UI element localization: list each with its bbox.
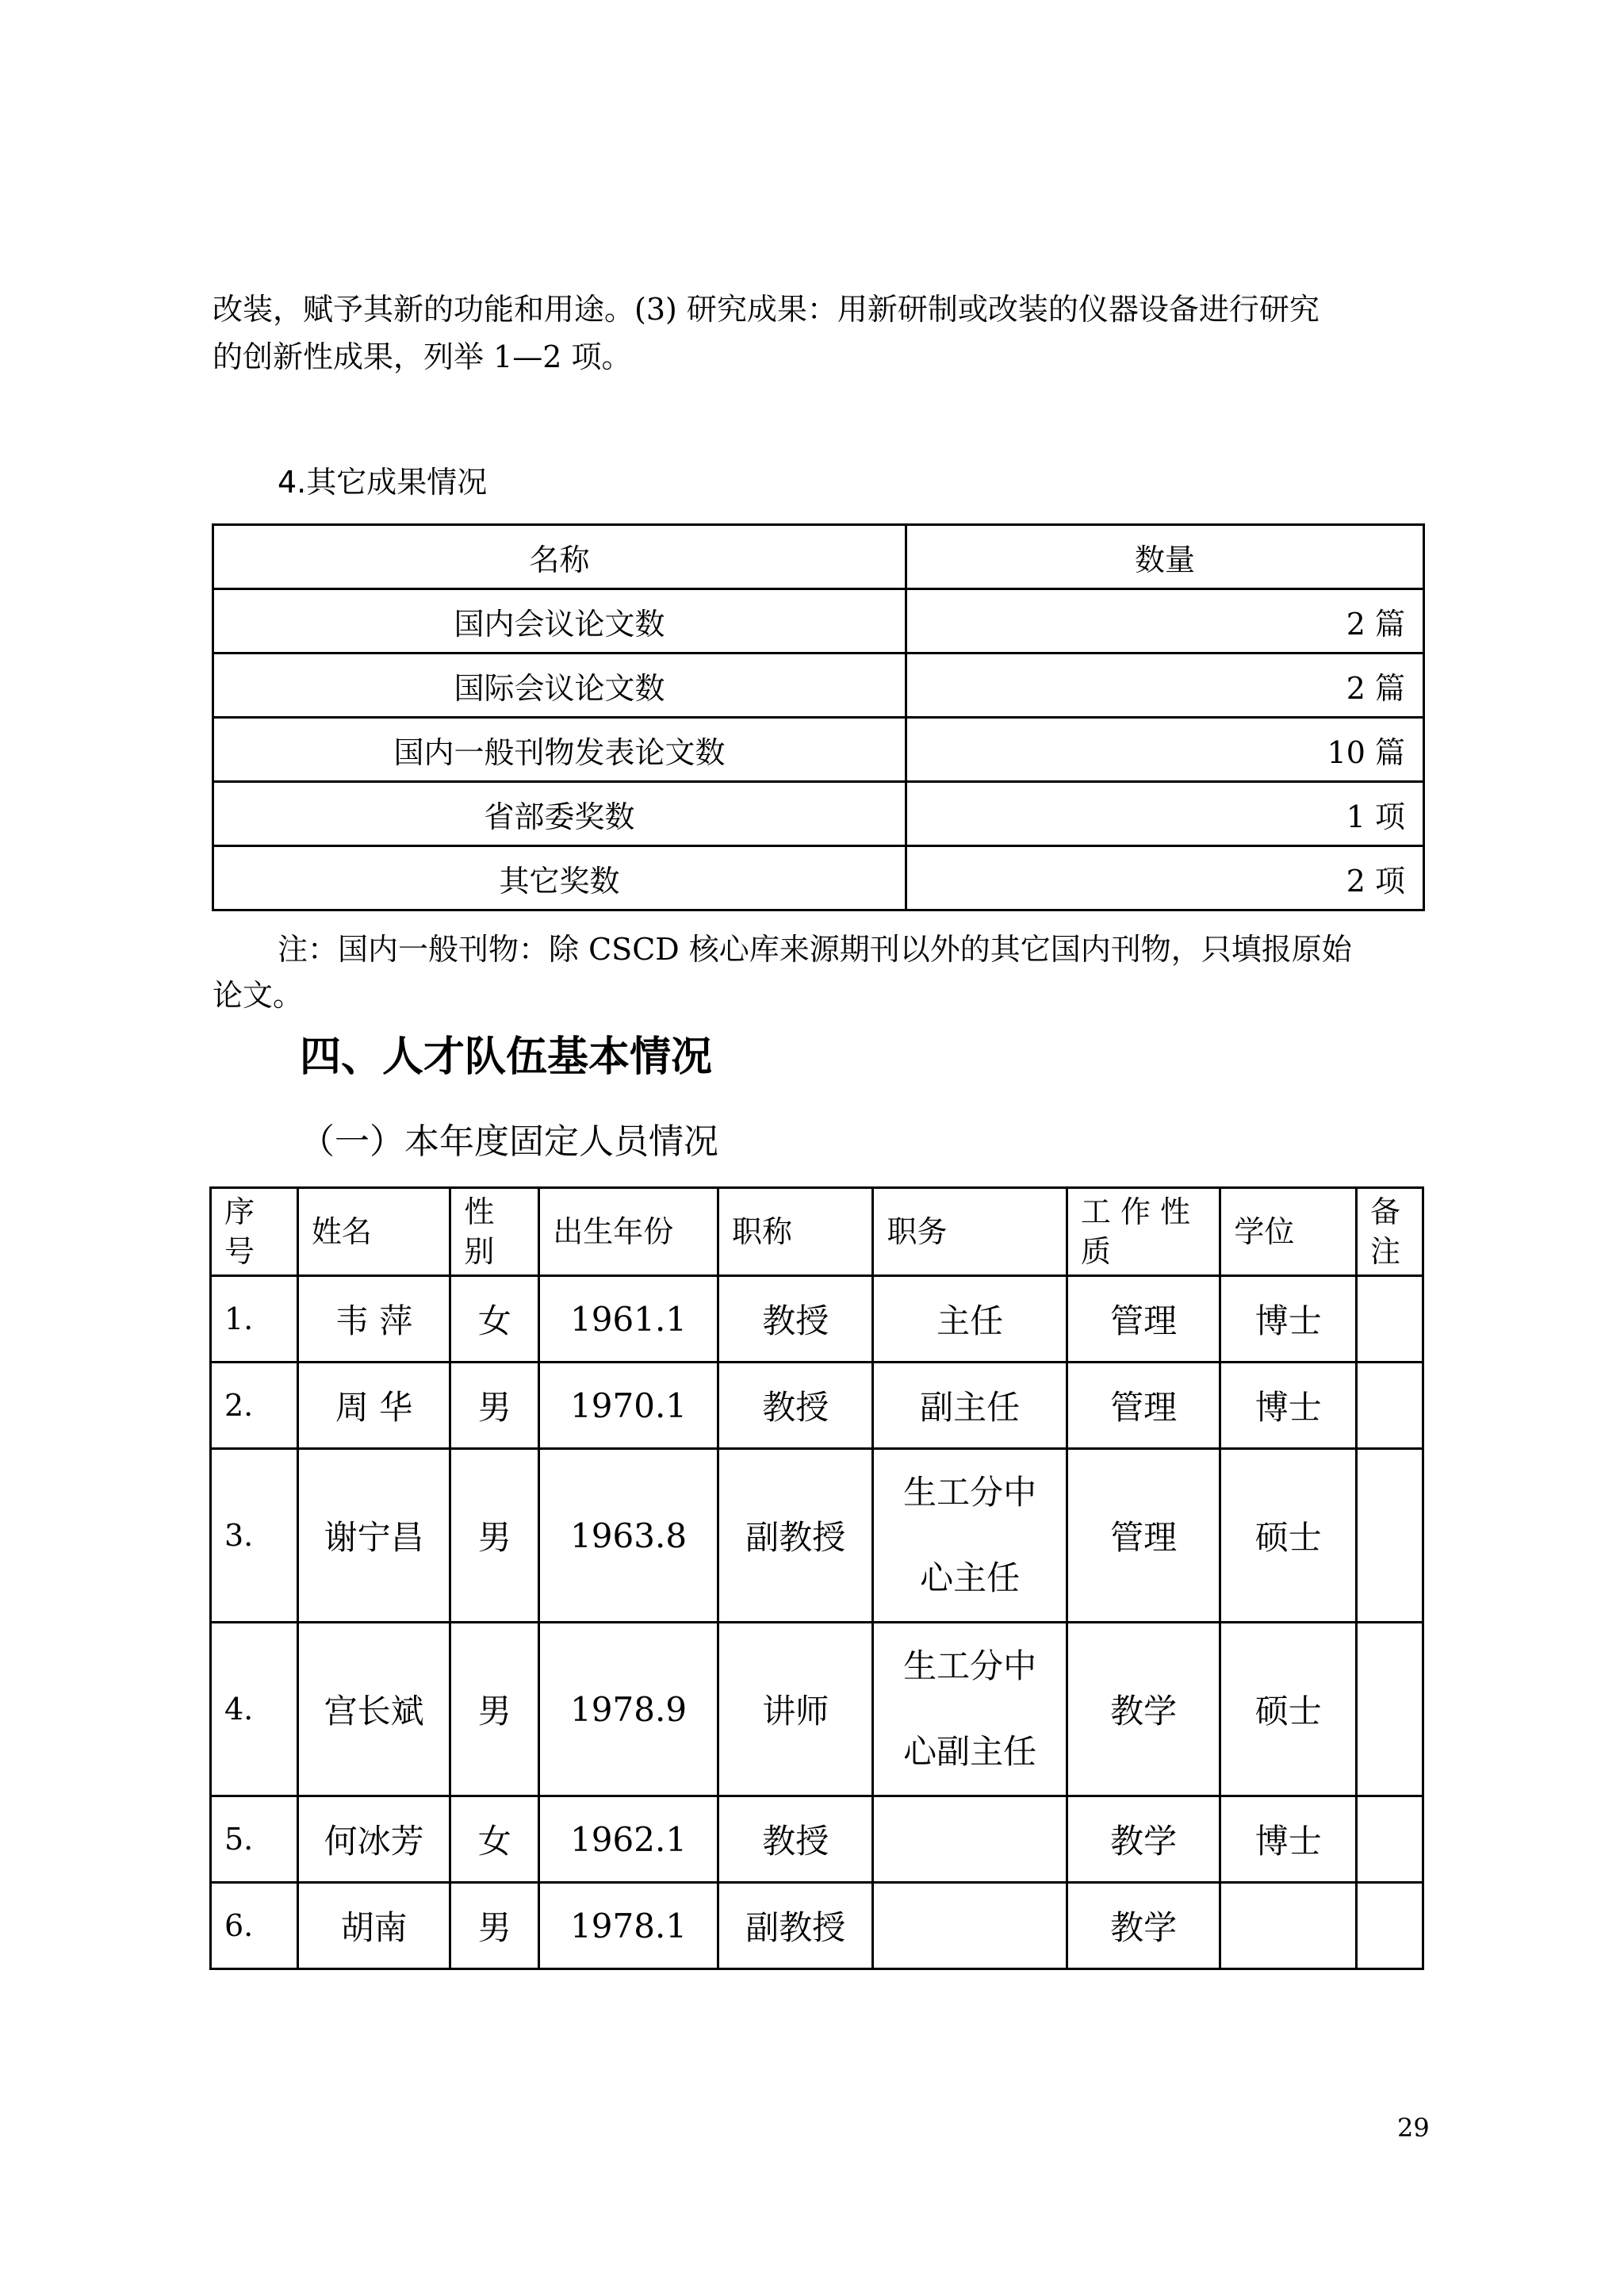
table-row [213, 718, 1424, 782]
table-row [213, 654, 1424, 718]
cell-name: 谢宁昌 [297, 1449, 450, 1623]
header-birth: 出生年份 [539, 1188, 718, 1276]
table-row [211, 1363, 1423, 1449]
cell-degree: 硕士 [1220, 1623, 1357, 1796]
cell-gender: 男 [450, 1883, 539, 1969]
cell-name: 宫长斌 [297, 1623, 450, 1796]
cell-qty: 2 项 [906, 846, 1424, 910]
cell-remark [1357, 1623, 1423, 1796]
table-note [213, 926, 1426, 1018]
cell-gender: 男 [450, 1449, 539, 1623]
cell-name: 胡南 [297, 1883, 450, 1969]
header-text: 工 作 性 [1080, 1194, 1191, 1229]
header-name: 名称 [213, 525, 906, 589]
cell-qty: 2 篇 [906, 589, 1424, 654]
cell-no: 3. [211, 1449, 298, 1623]
header-text: 备 [1370, 1194, 1401, 1229]
cell-gender: 女 [450, 1276, 539, 1363]
cell-name: 国内一般刊物发表论文数 [213, 718, 906, 782]
table-row [211, 1883, 1423, 1969]
cell-title: 教授 [718, 1276, 873, 1363]
cell-name: 其它奖数 [213, 846, 906, 910]
cell-remark [1357, 1449, 1423, 1623]
header-text: 别 [464, 1234, 495, 1269]
cell-degree: 博士 [1220, 1363, 1357, 1449]
cell-birth: 1978.1 [539, 1883, 718, 1969]
cell-qty: 10 篇 [906, 718, 1424, 782]
cell-title: 副教授 [718, 1883, 873, 1969]
table-header-row [213, 525, 1424, 589]
cell-no: 4. [211, 1623, 298, 1796]
cell-work: 管理 [1067, 1363, 1220, 1449]
cell-remark [1357, 1363, 1423, 1449]
cell-work: 教学 [1067, 1796, 1220, 1883]
cell-gender: 男 [450, 1363, 539, 1449]
cell-no: 2. [211, 1363, 298, 1449]
table-row [211, 1623, 1423, 1796]
cell-duty: 主任 [873, 1276, 1067, 1363]
page-number: 29 [1397, 2113, 1430, 2143]
cell-name: 周 华 [297, 1363, 450, 1449]
cell-birth: 1963.8 [539, 1449, 718, 1623]
cell-name: 何冰芳 [297, 1796, 450, 1883]
header-text: 质 [1080, 1234, 1111, 1269]
header-duty: 职务 [873, 1188, 1067, 1276]
cell-gender: 男 [450, 1623, 539, 1796]
cell-duty [873, 1449, 1067, 1623]
cell-name: 国际会议论文数 [213, 654, 906, 718]
staff-table [209, 1186, 1424, 1970]
cell-name: 韦 萍 [297, 1276, 450, 1363]
cell-title: 教授 [718, 1363, 873, 1449]
header-no [211, 1188, 298, 1276]
header-remark [1357, 1188, 1423, 1276]
cell-duty [873, 1623, 1067, 1796]
cell-qty: 1 项 [906, 782, 1424, 846]
cell-title: 教授 [718, 1796, 873, 1883]
cell-duty: 副主任 [873, 1363, 1067, 1449]
note-line: 注：国内一般刊物：除 CSCD 核心库来源期刊以外的其它国内刊物，只填报原始 [278, 932, 1352, 967]
cell-qty: 2 篇 [906, 654, 1424, 718]
header-text: 序 [224, 1194, 255, 1229]
cell-degree: 硕士 [1220, 1449, 1357, 1623]
header-work [1067, 1188, 1220, 1276]
header-qty: 数量 [906, 525, 1424, 589]
duty-line: 生工分中 [903, 1646, 1037, 1685]
cell-no: 1. [211, 1276, 298, 1363]
cell-title: 讲师 [718, 1623, 873, 1796]
cell-title: 副教授 [718, 1449, 873, 1623]
note-line: 论文。 [213, 978, 304, 1013]
table-row [213, 589, 1424, 654]
duty-line: 心副主任 [903, 1732, 1037, 1771]
table-row [213, 846, 1424, 910]
cell-degree [1220, 1883, 1357, 1969]
cell-no: 5. [211, 1796, 298, 1883]
cell-name: 国内会议论文数 [213, 589, 906, 654]
intro-line: 改装，赋予其新的功能和用途。(3) 研究成果：用新研制或改装的仪器设备进行研究 [213, 292, 1320, 327]
cell-duty [873, 1796, 1067, 1883]
table-row [211, 1276, 1423, 1363]
cell-name: 省部委奖数 [213, 782, 906, 846]
other-results-table [212, 523, 1425, 911]
cell-remark [1357, 1796, 1423, 1883]
header-gender [450, 1188, 539, 1276]
cell-birth: 1978.9 [539, 1623, 718, 1796]
section-title: 4.其它成果情况 [278, 465, 488, 500]
cell-work: 管理 [1067, 1449, 1220, 1623]
chapter-title: 四、人才队伍基本情况 [300, 1033, 713, 1081]
chapter-subtitle: （一）本年度固定人员情况 [300, 1121, 718, 1162]
cell-remark [1357, 1276, 1423, 1363]
cell-work: 教学 [1067, 1883, 1220, 1969]
duty-line: 心主任 [920, 1558, 1021, 1597]
cell-work: 教学 [1067, 1623, 1220, 1796]
header-text: 号 [224, 1234, 255, 1269]
duty-line: 生工分中 [903, 1473, 1037, 1512]
table-row [213, 782, 1424, 846]
header-text: 注 [1370, 1234, 1401, 1269]
intro-paragraph [213, 286, 1426, 381]
table-row [211, 1796, 1423, 1883]
header-name: 姓名 [297, 1188, 450, 1276]
header-title: 职称 [718, 1188, 873, 1276]
cell-birth: 1962.1 [539, 1796, 718, 1883]
cell-work: 管理 [1067, 1276, 1220, 1363]
table-row [211, 1449, 1423, 1623]
cell-remark [1357, 1883, 1423, 1969]
cell-degree: 博士 [1220, 1796, 1357, 1883]
cell-no: 6. [211, 1883, 298, 1969]
cell-duty [873, 1883, 1067, 1969]
header-text: 性 [464, 1194, 495, 1229]
table-header-row [211, 1188, 1423, 1276]
cell-birth: 1970.1 [539, 1363, 718, 1449]
cell-birth: 1961.1 [539, 1276, 718, 1363]
header-degree: 学位 [1220, 1188, 1357, 1276]
cell-degree: 博士 [1220, 1276, 1357, 1363]
cell-gender: 女 [450, 1796, 539, 1883]
intro-line: 的创新性成果，列举 1—2 项。 [213, 339, 632, 374]
